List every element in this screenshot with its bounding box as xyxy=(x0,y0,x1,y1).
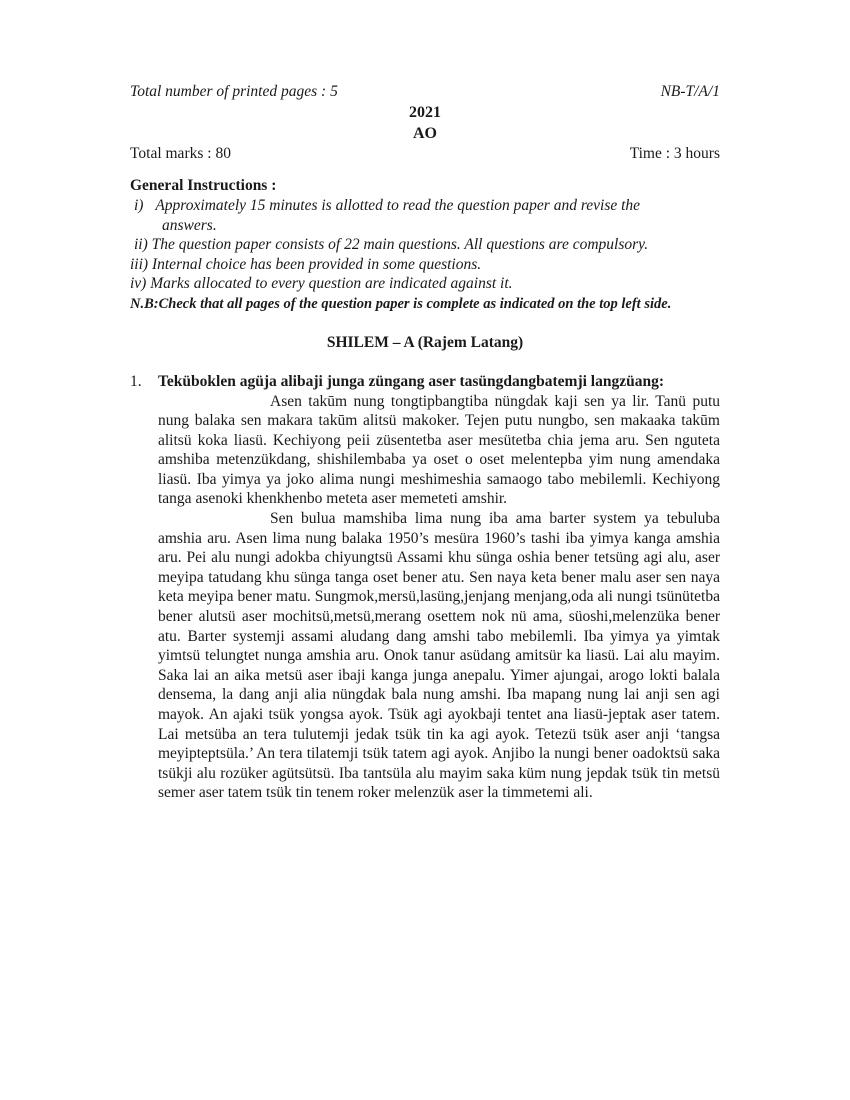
instruction-item xyxy=(130,235,720,255)
instruction-number: ii) xyxy=(134,236,148,253)
nb-note: N.B:Check that all pages of the question paper is complete as indicated on the top left side. xyxy=(130,295,672,312)
total-pages: Total number of printed pages : 5 xyxy=(130,83,338,100)
question-1 xyxy=(130,372,720,803)
instruction-text-continued: answers. xyxy=(162,216,217,234)
instruction-text: The question paper consists of 22 main questions. All questions are compulsory. xyxy=(151,236,649,253)
instruction-number: i) xyxy=(134,197,144,214)
passage-paragraph-2: Sen bulua mamshiba lima nung iba ama barter system ya tebuluba amshia aru. Asen lima nung balaka 1950’s mesüra 1960’s tashi iba yimya kanga amshia aru. Pei alu nungi adokba chiyungtsü Assami khu sünga oshia bener tetsüng agi alu, aser meyipa tatudang khu sünga tanga oset bener atu. Sen naya keta bener malu aser sen naya keta meyipa bener matu. Sungmok,mersü,lasüng,jenjang menjang,oda ali nungi tsünütetba bener alutsü aser mochitsü,metsü,merang osettem nok nü ama, süoshi,melenzüka bener atu. Barter systemji assami aludang dang amshi tabo mebilemli. Iba yimya ya yimtak yimtsü telungtet nunga amshia aru. Onok tanur asüdang amitsür ka liasü. Lai alu mayim. Saka lai an aika metsü aser ibaji kanga junga anepalu. Yimer ajungai, arogo lokti balala densema, la dang anji alia nüngdak bala nung amshi. Iba mapang nung lai anji sen agi mayok. An ajaki tsük yongsa ayok. Tsük agi ayokbaji tentet ana liasü-jeptak aser tatem. Lai metsüba an tera tulutemji jedak tsük tin ka agi ayok. Tetezü tsük aser anji ‘tangsa meyipteptsüla.’ An tera tilatemji tsük tatem agi ayok. Anjibo la nungi bener oadoktsü saka tsükji alu rozüker agütsütsü. Iba tantsüla alu mayim saka küm nung jepdak tsük tin metsü semer aser tatem tsük tin tenem roker melenzük aser la timmetemi ali. xyxy=(158,510,720,802)
exam-year: 2021 xyxy=(409,104,441,121)
exam-time: Time : 3 hours xyxy=(629,145,720,162)
paper-code: NB-T/A/1 xyxy=(660,83,720,100)
section-title: SHILEM – A (Rajem Latang) xyxy=(326,333,524,351)
instructions-title: General Instructions : xyxy=(130,177,277,194)
question-heading: Teküboklen agüja alibaji junga züngang aser tasüngdangbatemji langzüang: xyxy=(158,372,665,390)
instruction-text: Approximately 15 minutes is allotted to read the question paper and revise the xyxy=(155,197,641,214)
instruction-text: Marks allocated to every question are indicated against it. xyxy=(150,275,513,292)
instruction-text: Internal choice has been provided in some questions. xyxy=(151,255,482,273)
marks-time-row xyxy=(130,144,720,164)
header-top-row xyxy=(130,82,720,102)
total-marks: Total marks : 80 xyxy=(130,145,231,162)
passage-paragraph-1: Asen takūm nung tongtipbangtiba nüngdak kaji sen ya lir. Tanü putu nung balaka sen makara takūm alitsü makoker. Tejen putu nungbo, sen makaaka takūm alitsü koka liasü. Kechiyong peii züsentetba aser mesütetba chia jema aru. Sen nguteta amshiba metenzükdang, shishilembaba ya oset o oset melentepba yim nung amendaka liasü. Iba yimya ya joko alima nungi meshimeshia samaogo tabo mebilemli. Kechiyong tanga asenoki khenkhenbo meteta aser memeteti amshir. xyxy=(158,392,720,508)
instruction-item xyxy=(130,274,720,294)
instruction-number: iv) xyxy=(130,275,147,292)
exam-subject: AO xyxy=(413,125,437,142)
question-number: 1. xyxy=(130,372,142,390)
instruction-number: iii) xyxy=(130,255,149,273)
exam-page xyxy=(130,82,720,803)
instruction-item xyxy=(130,196,720,235)
question-body xyxy=(158,372,720,803)
instruction-item xyxy=(130,255,720,275)
